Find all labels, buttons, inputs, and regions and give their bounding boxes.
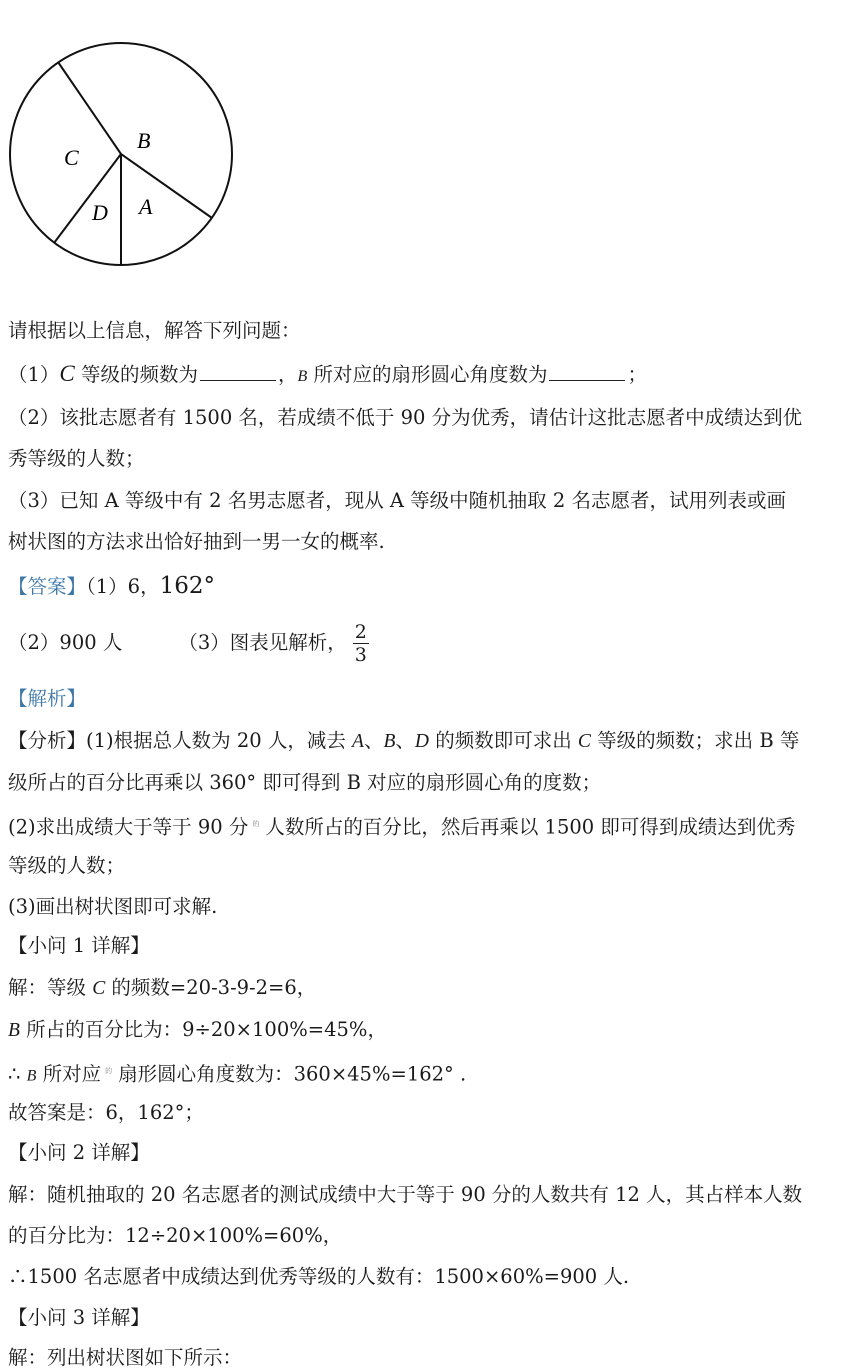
subq1-line-4: 故答案是：6，162°； [8,1101,204,1124]
pie-chart [0,0,260,290]
answer-fraction: $\frac{2}{3}$ [354,621,367,666]
pie-label-c: C [64,145,79,170]
answer-angle: 162° [159,573,215,599]
subq2-line-2: 的百分比为：12÷20×100%=60%， [8,1224,343,1247]
subq3-line-1: 解：列出树状图如下所示： [8,1346,243,1369]
subq3-tag: 【小问 3 详解】 [8,1306,150,1329]
pie-divider-bc [58,62,121,154]
analysis-line-5: (3)画出树状图即可求解. [8,895,218,918]
analysis-tag: 【解析】 [8,687,87,710]
analysis-line-1: 【分析】(1)根据总人数为 20 人，减去 A、B、D 的频数即可求出 C 等级的频数；求出 B 等 [8,729,800,752]
question-2-line-1: （2）该批志愿者有 1500 名，若成绩不低于 90 分为优秀，请估计这批志愿者中成绩达到优 [8,406,803,429]
pie-divider-ab [121,154,212,218]
analysis-line-4: 等级的人数； [8,854,126,877]
faint-mark: 的 [252,820,260,828]
question-3-line-2: 树状图的方法求出恰好抽到一男一女的概率. [8,530,385,553]
answer-tag: 【答案】 [8,575,87,598]
answer-blank-1 [200,362,276,381]
pie-label-a: A [139,194,153,219]
subq2-line-1: 解：随机抽取的 20 名志愿者的测试成绩中大于等于 90 分的人数共有 12 人，其占样本人数 [8,1183,803,1206]
subq1-line-1: 解：等级 C 的频数=20-3-9-2=6， [8,976,317,999]
pie-label-b: B [137,128,151,153]
question-1: （1）C 等级的频数为 ，B 所对应的扇形圆心角度数为 ； [8,361,647,386]
question-2-line-2: 秀等级的人数； [8,447,145,470]
subq2-tag: 【小问 2 详解】 [8,1141,150,1164]
intro-text: 请根据以上信息，解答下列问题： [8,319,301,342]
answer-line-1: 【答案】（1）6，162° [8,573,215,599]
answer-line-2: （2）900 人 （3）图表见解析， $\frac{2}{3}$ [8,621,367,666]
faint-mark-2: 的 [105,1067,113,1075]
subq1-tag: 【小问 1 详解】 [8,934,150,957]
question-3-line-1: （3）已知 A 等级中有 2 名男志愿者，现从 A 等级中随机抽取 2 名志愿者，试用列表或画 [8,489,786,512]
pie-label-d: D [92,200,108,225]
subq2-line-3: ∴1500 名志愿者中成绩达到优秀等级的人数有：1500×60%=900 人. [8,1265,630,1288]
letter-b: B [297,368,308,385]
subq1-line-2: B 所占的百分比为：9÷20×100%=45%， [8,1018,387,1041]
subq1-line-3: ∴ B 所对应 $^的$ 扇形圆心角度数为：360×45%=162° . [8,1062,467,1086]
letter-c: C [59,361,75,386]
answer-blank-2 [549,362,625,381]
analysis-line-3: (2)求出成绩大于等于 90 分 $^的$ 人数所占的百分比，然后再乘以 1500 即可得到成绩达到优秀 [8,815,796,839]
analysis-line-2: 级所占的百分比再乘以 360° 即可得到 B 对应的扇形圆心角的度数； [8,771,602,794]
